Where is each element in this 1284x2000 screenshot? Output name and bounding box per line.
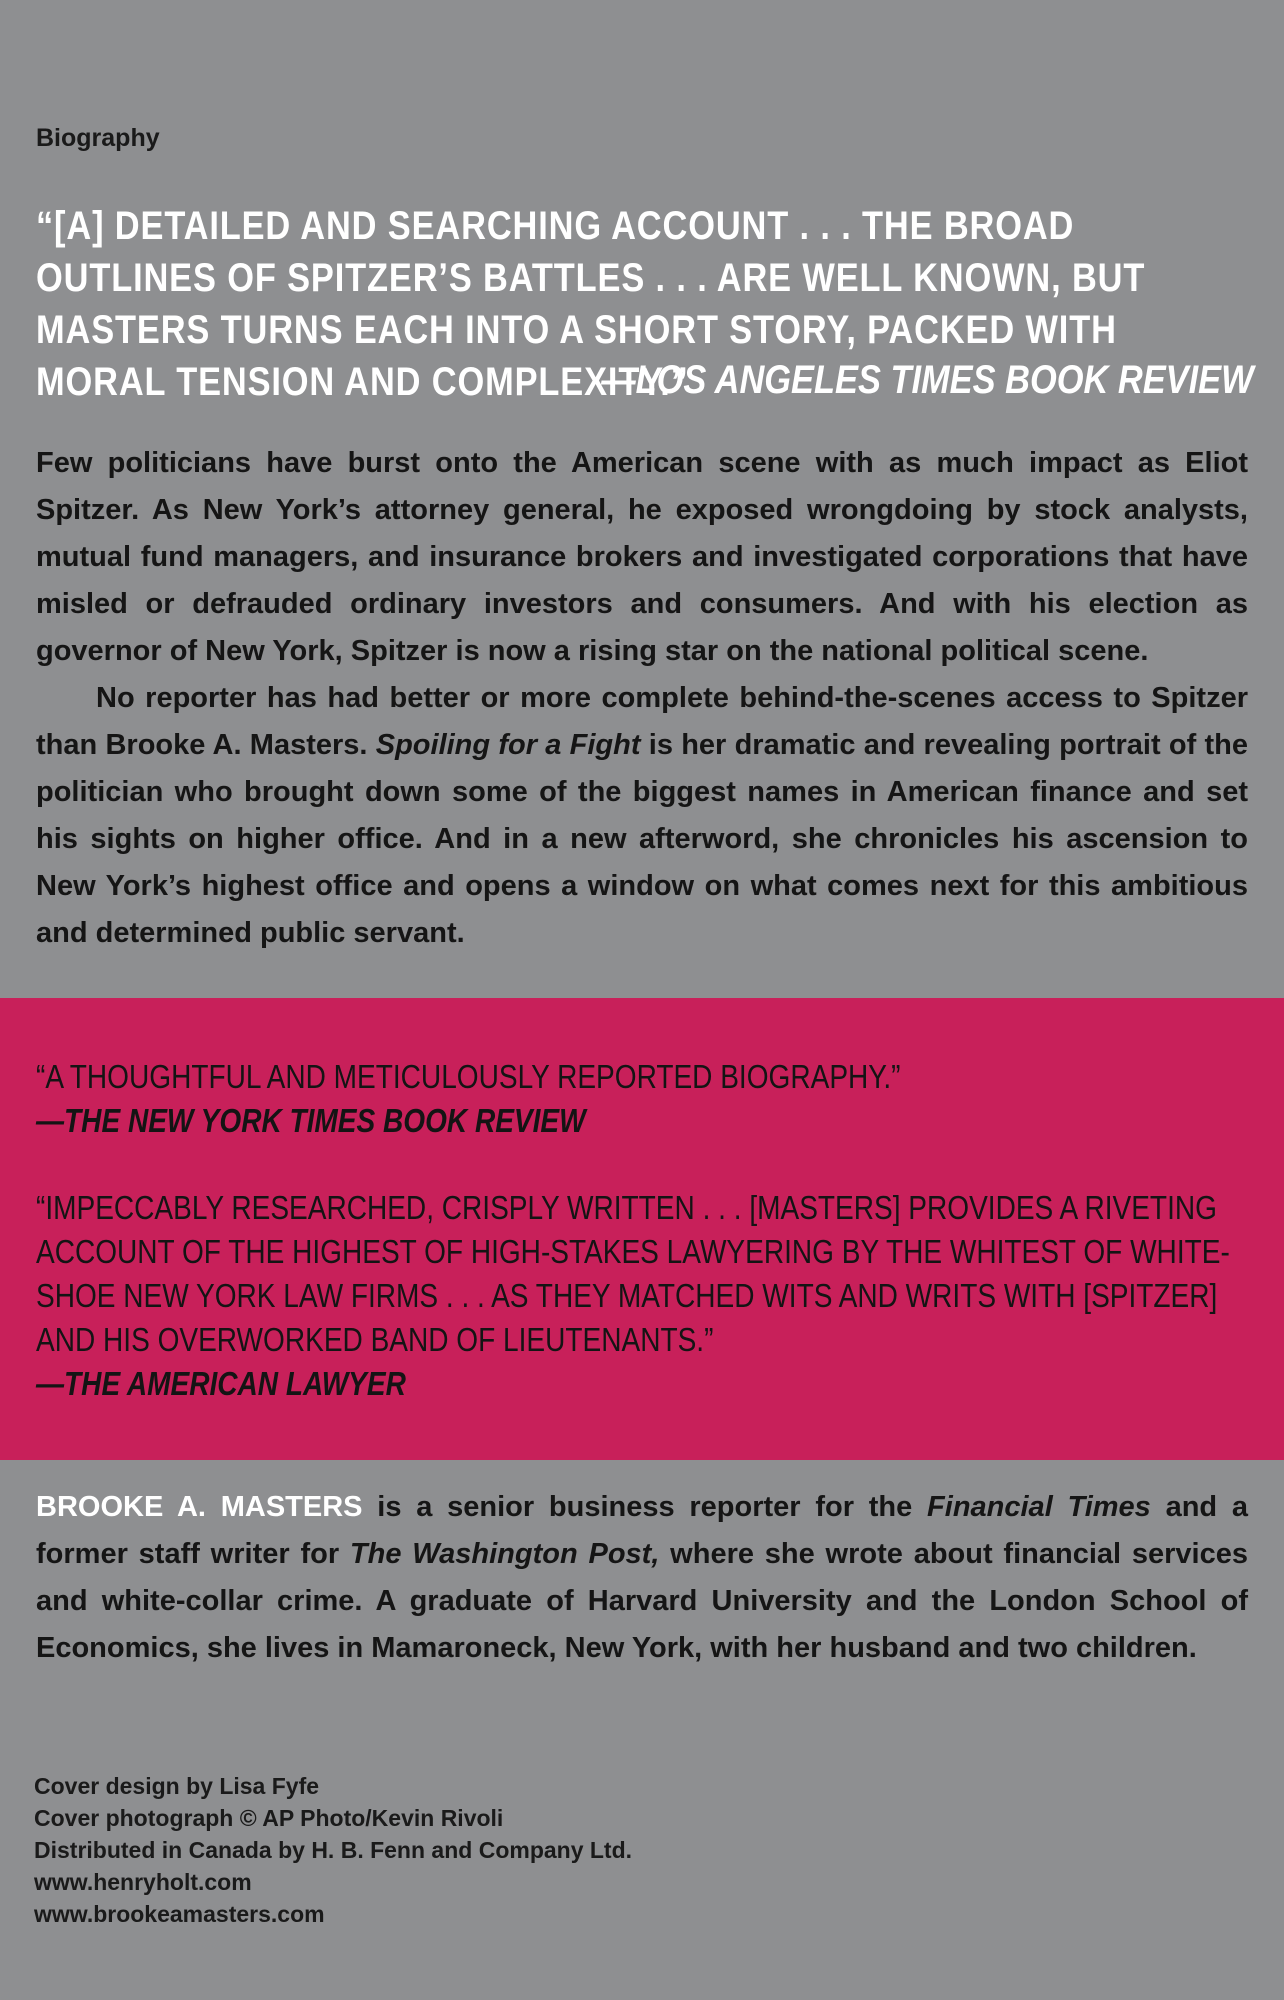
cover-credits bbox=[34, 1770, 632, 1930]
publisher-website: www.henryholt.com bbox=[34, 1869, 252, 1895]
lead-review-attribution: —LOS ANGELES TIMES BOOK REVIEW bbox=[601, 358, 1254, 402]
book-description bbox=[36, 440, 1248, 957]
category-label: Biography bbox=[36, 124, 160, 152]
band-quote-1-text: “A THOUGHTFUL AND METICULOUSLY REPORTED BIOGRAPHY.” bbox=[36, 1058, 901, 1095]
band-quote-2-text: “IMPECCABLY RESEARCHED, CRISPLY WRITTEN . . . [MASTERS] PROVIDES A RIVETING ACCOUNT OF THE HIGHEST OF HIGH-STAKES LAWYERING BY THE WHITEST OF WHITE-SHOE NEW YORK LAW FIRMS . . . AS THEY MATCHED WITS AND WRITS WITH [SPITZER] AND HIS OVERWORKED BAND OF LIEUTENANTS.” bbox=[36, 1189, 1230, 1358]
credit-distribution: Distributed in Canada by H. B. Fenn and Company Ltd. bbox=[34, 1837, 633, 1863]
book-title: Spoiling for a Fight bbox=[375, 729, 641, 761]
publication-financial-times: Financial Times bbox=[927, 1491, 1151, 1523]
band-review-quote-2 bbox=[36, 1186, 1240, 1406]
description-paragraph-2: No reporter has had better or more complete behind-the-scenes access to Spitzer than Brooke A. Masters. Spoiling for a Fight is her dramatic and revealing portrait of the politician who brought down some of the biggest names in American finance and set his sights on higher office. And in a new afterword, she chronicles his ascension to New York’s highest office and opens a window on what comes next for this ambitious and determined public servant. bbox=[36, 682, 1249, 949]
lead-review-quote: “[A] DETAILED AND SEARCHING ACCOUNT . . . THE BROAD OUTLINES OF SPITZER’S BATTLES . . . ARE WELL KNOWN, BUT MASTERS TURNS EACH INTO A SHORT STORY, PACKED WITH MORAL TENSION AND COMPLEXITY.” bbox=[36, 204, 1146, 404]
band-quote-2-attribution: —THE AMERICAN LAWYER bbox=[36, 1365, 406, 1402]
description-paragraph-1: Few politicians have burst onto the American scene with as much impact as Eliot Spitzer. As New York’s attorney general, he exposed wrongdoing by stock analysts, mutual fund managers, and insurance brokers and investigated corporations that have misled or defrauded ordinary investors and consumers. And with his election as governor of New York, Spitzer is now a rising star on the national political scene. bbox=[36, 447, 1248, 667]
credit-cover-photograph: Cover photograph © AP Photo/Kevin Rivoli bbox=[34, 1805, 504, 1831]
band-review-quote-1 bbox=[36, 1055, 1240, 1143]
author-bio: BROOKE A. MASTERS is a senior business reporter for the Financial Times and a former staff writer for The Washington Post, where she wrote about financial services and white-collar crime. A graduate of Harvard University and the London School of Economics, she lives in Mamaroneck, New York, with her husband and two children. bbox=[36, 1491, 1249, 1664]
band-quote-1-attribution: —THE NEW YORK TIMES BOOK REVIEW bbox=[36, 1102, 586, 1139]
publication-washington-post: The Washington Post, bbox=[349, 1538, 660, 1570]
credit-cover-design: Cover design by Lisa Fyfe bbox=[34, 1773, 320, 1799]
author-website: www.brookeamasters.com bbox=[34, 1901, 325, 1927]
author-name: BROOKE A. MASTERS bbox=[36, 1491, 363, 1523]
